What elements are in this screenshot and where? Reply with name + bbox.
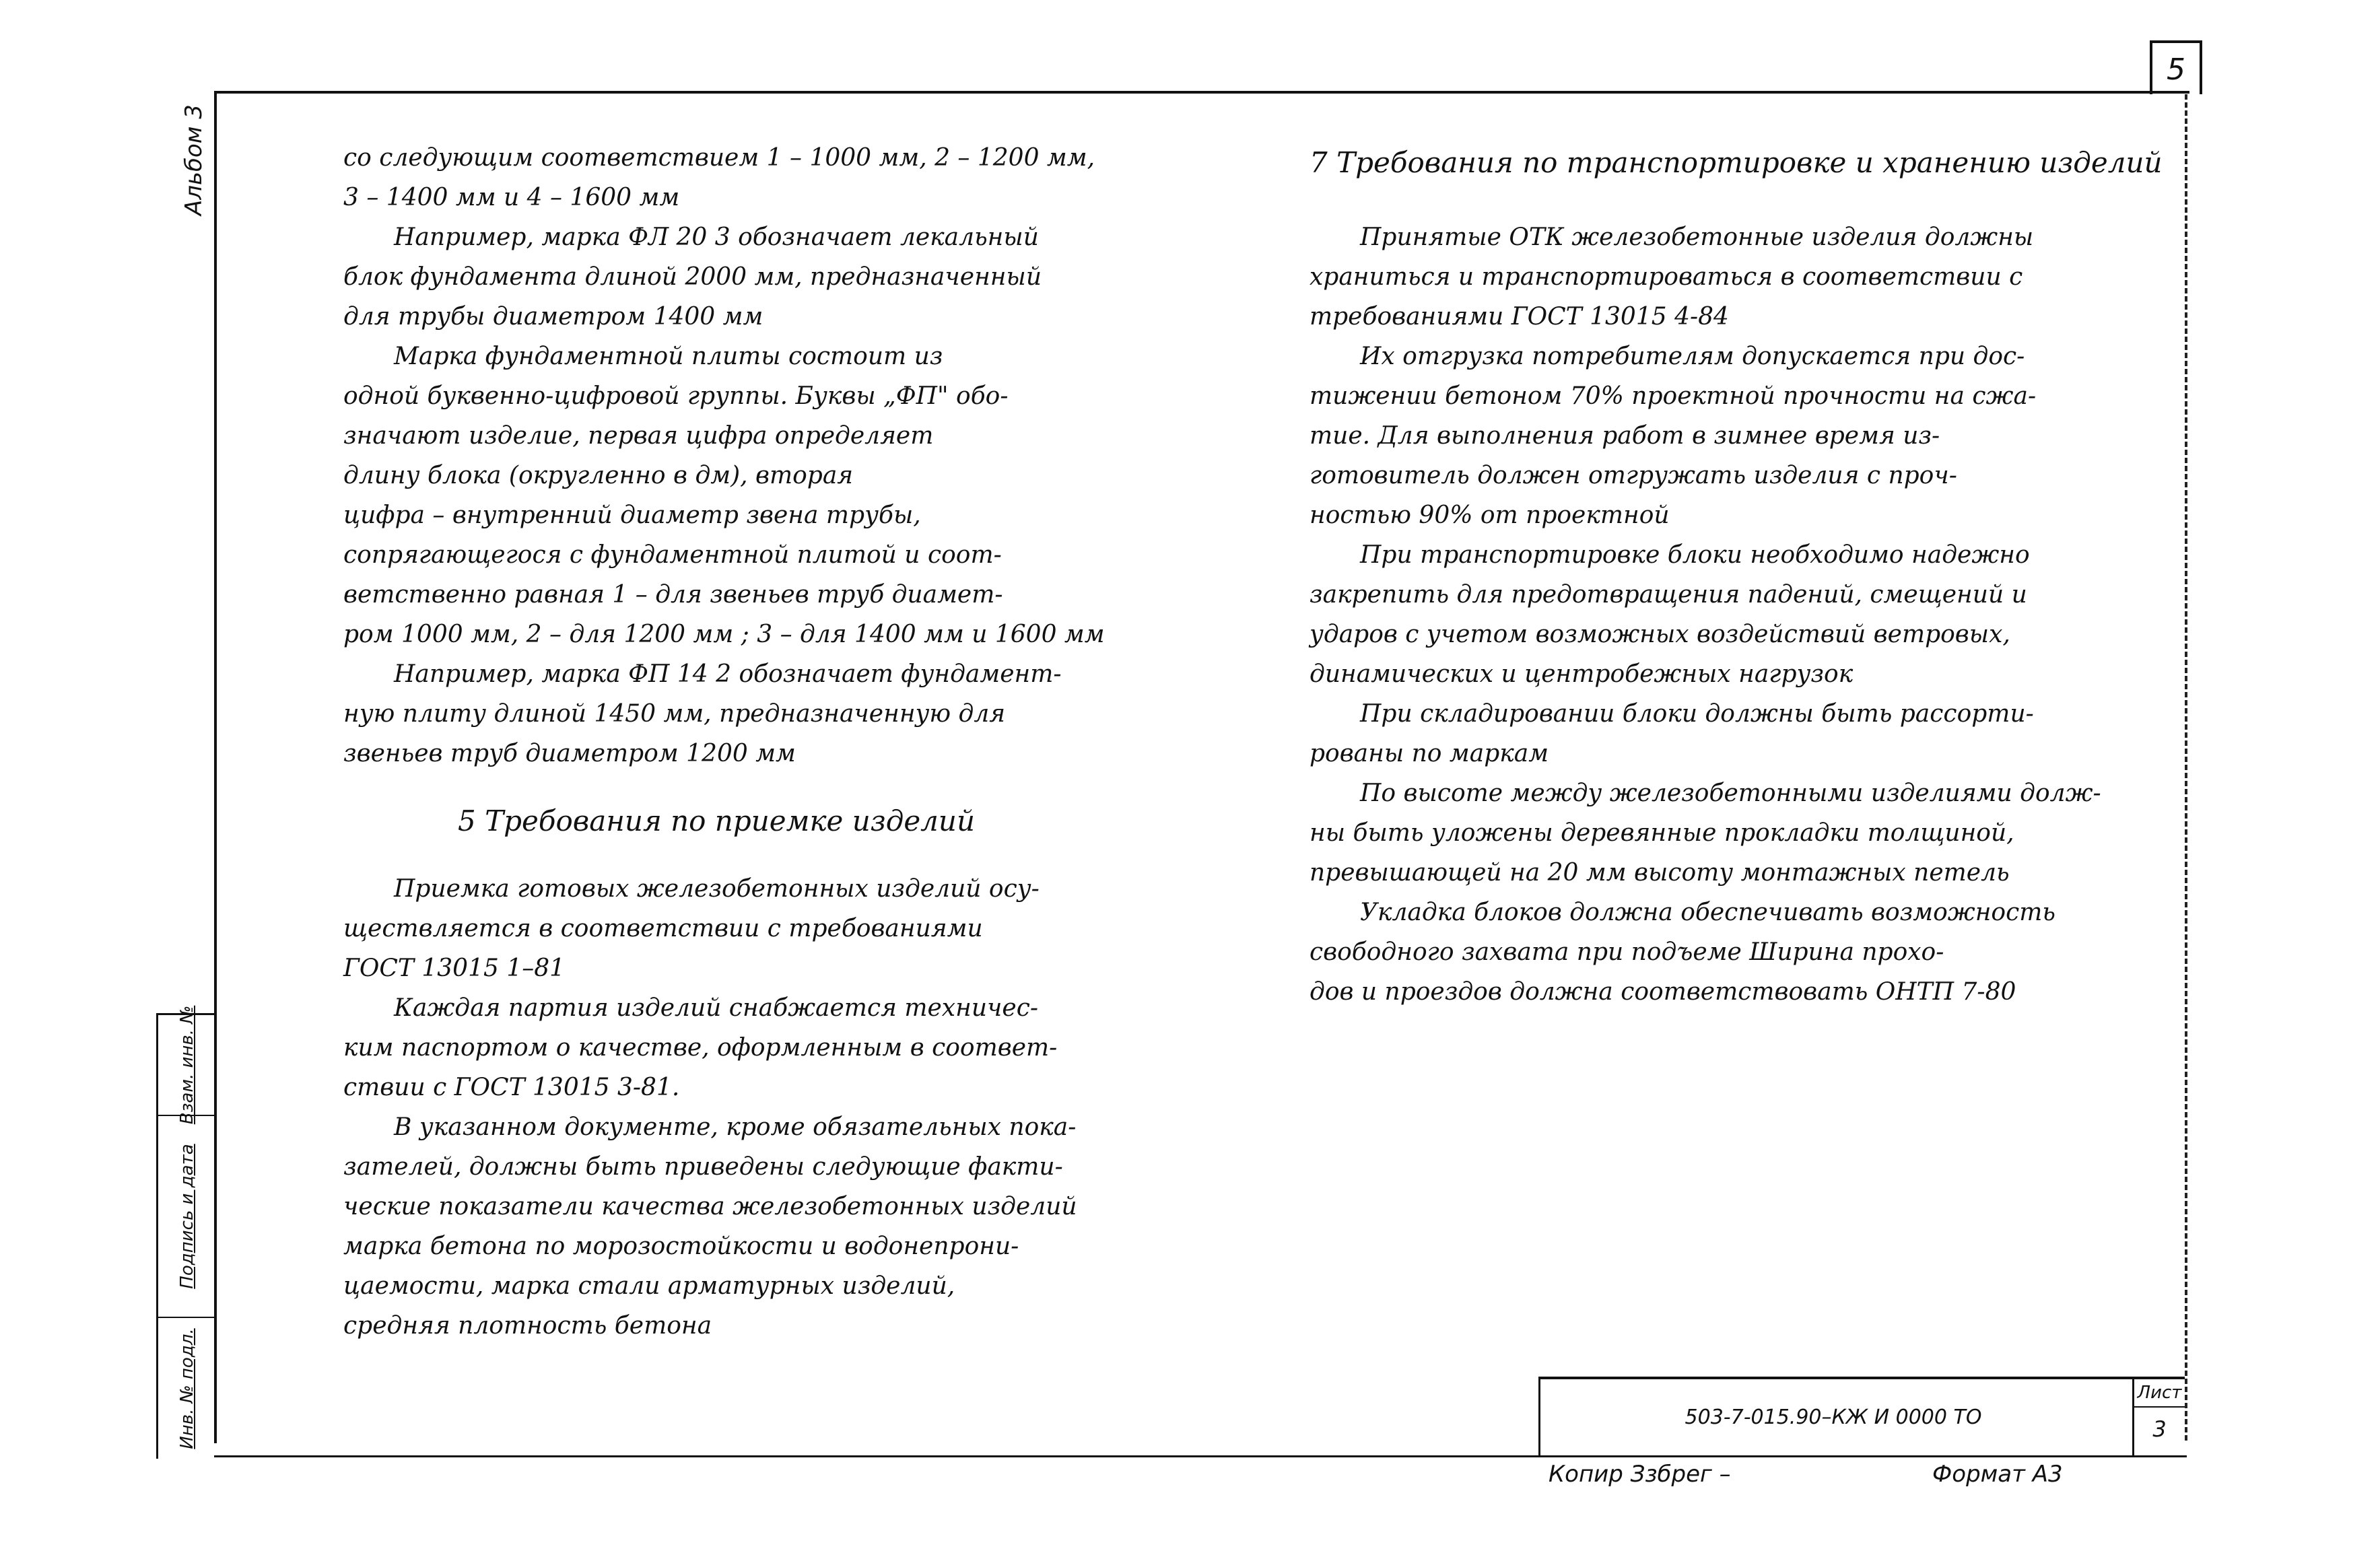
laying-paragraph <box>1310 893 2117 1012</box>
example-paragraph-2 <box>343 654 1185 773</box>
text-line: тижении бетоном 70% проектной прочности на сжа- <box>1310 382 2037 410</box>
margin-cell-inventory <box>158 1318 216 1459</box>
storage-paragraph <box>1310 694 2117 773</box>
text-line: готовитель должен отгружать изделия с проч- <box>1310 462 1957 489</box>
text-line: закрепить для предотвращения падений, смещений и <box>1310 581 2027 609</box>
sheet-number: 3 <box>2152 1416 2167 1442</box>
text-line: средняя плотность бетона <box>343 1312 712 1340</box>
document-code: 503-7-015.90–КЖ И 0000 ТО <box>1685 1406 1982 1429</box>
example-paragraph-1 <box>343 217 1185 337</box>
text-line: значают изделие, первая цифра определяет <box>343 422 934 450</box>
text-line: ветственно равная 1 – для звеньев труб диамет- <box>343 581 1003 609</box>
text-line: ческие показатели качества железобетонных изделий <box>343 1193 1077 1220</box>
page-number: 5 <box>2150 40 2202 94</box>
text-line: цифра – внутренний диаметр звена трубы, <box>343 501 921 529</box>
text-line: 3 – 1400 мм и 4 – 1600 мм <box>343 184 680 211</box>
text-line: ществляется в соответствии с требованиями <box>343 915 983 942</box>
acceptance-paragraph <box>343 869 1185 988</box>
text-line: Принятые ОТК железобетонные изделия должны <box>1360 223 2034 251</box>
album-label: Альбом 3 <box>180 104 207 215</box>
mark-paragraph <box>343 337 1185 654</box>
text-line: зателей, должны быть приведены следующие факти- <box>343 1153 1063 1181</box>
text-line: ударов с учетом возможных воздействий ветровых, <box>1310 621 2010 648</box>
text-line: одной буквенно-цифровой группы. Буквы „ФП" обо- <box>343 382 1009 410</box>
text-line: динамических и центробежных нагрузок <box>1310 660 1854 688</box>
text-line: сопрягающегося с фундаментной плитой и соот- <box>343 541 1002 569</box>
text-line: свободного захвата при подъеме Ширина прохо- <box>1310 938 1944 966</box>
text-line: для трубы диаметром 1400 мм <box>343 303 763 331</box>
text-line: марка бетона по морозостойкости и водонепрони- <box>343 1233 1019 1260</box>
text-line: Например, марка ФП 14 2 обозначает фундамент- <box>394 660 1062 688</box>
text-line: храниться и транспортироваться в соответствии с <box>1310 263 2023 291</box>
text-line: ную плиту длиной 1450 мм, предназначенную для <box>343 700 1006 728</box>
text-line: При складировании блоки должны быть рассорти- <box>1360 700 2034 728</box>
accepted-paragraph <box>1310 217 2117 337</box>
frame-right-edge <box>2185 94 2187 1441</box>
right-text-column <box>1310 138 2163 1012</box>
text-line: длину блока (округленно в дм), вторая <box>343 462 854 489</box>
sheet-cell <box>2132 1379 2185 1455</box>
margin-cell-signature <box>158 1116 216 1318</box>
document-paragraph <box>343 1107 1185 1346</box>
text-line: По высоте между железобетонными изделиями долж- <box>1360 780 2101 807</box>
section-7-heading: 7 Требования по транспортировке и хранению изделий <box>1310 146 2163 179</box>
text-line: Например, марка ФЛ 20 3 обозначает лекальный <box>394 223 1039 251</box>
text-line: В указанном документе, кроме обязательных пока- <box>394 1113 1077 1141</box>
text-line: При транспортировке блоки необходимо надежно <box>1360 541 2030 569</box>
text-line: рованы по маркам <box>1310 740 1549 767</box>
text-line: ностью 90% от проектной <box>1310 501 1670 529</box>
transport-paragraph <box>1310 535 2117 694</box>
margin-label-inventory-no: Инв. № подл. <box>177 1327 197 1449</box>
text-line: требованиями ГОСТ 13015 4-84 <box>1310 303 1729 331</box>
margin-label-replace-inv: Взам. инв. № <box>177 1005 197 1125</box>
frame-bottom-edge <box>214 1455 2187 1457</box>
text-line: ГОСТ 13015 1–81 <box>343 955 566 982</box>
margin-label-signature-date: Подпись и дата <box>177 1144 197 1289</box>
text-line: Каждая партия изделий снабжается техничес- <box>394 994 1039 1022</box>
margin-cell-replace <box>158 1005 216 1125</box>
text-line: ны быть уложены деревянные прокладки толщиной, <box>1310 819 2014 847</box>
height-paragraph <box>1310 773 2117 893</box>
text-line: ствии с ГОСТ 13015 3-81. <box>343 1074 680 1101</box>
title-block <box>1538 1377 2185 1455</box>
margin-stamp-column <box>156 1005 214 1459</box>
copied-by-label: Копир Ззбрег – <box>1549 1461 1731 1488</box>
left-text-column <box>343 138 1185 1346</box>
text-line: Укладка блоков должна обеспечивать возможность <box>1360 899 2055 926</box>
section-5-heading: 5 Требования по приемке изделий <box>458 804 976 837</box>
intro-paragraph <box>343 138 1185 217</box>
text-line: ром 1000 мм, 2 – для 1200 мм ; 3 – для 1400 мм и 1600 мм <box>343 621 1105 648</box>
text-line: звеньев труб диаметром 1200 мм <box>343 740 796 767</box>
shipment-paragraph <box>1310 337 2117 535</box>
text-line: Их отгрузка потребителям допускается при дос- <box>1360 343 2025 370</box>
text-line: блок фундамента длиной 2000 мм, предназначенный <box>343 263 1042 291</box>
text-line: цаемости, марка стали арматурных изделий, <box>343 1272 955 1300</box>
text-line: дов и проездов должна соответствовать ОНТП 7-80 <box>1310 978 2016 1006</box>
text-line: превышающей на 20 мм высоту монтажных петель <box>1310 859 2010 887</box>
text-line: ким паспортом о качестве, оформленным в соответ- <box>343 1034 1058 1062</box>
text-line: Марка фундаментной плиты состоит из <box>394 343 943 370</box>
sheet-label: Лист <box>2134 1379 2185 1408</box>
text-line: со следующим соответствием 1 – 1000 мм, 2 – 1200 мм, <box>343 144 1095 172</box>
text-line: тие. Для выполнения работ в зимнее время из- <box>1310 422 1940 450</box>
batch-paragraph <box>343 988 1185 1107</box>
format-label: Формат А3 <box>1932 1461 2063 1488</box>
text-line: Приемка готовых железобетонных изделий осу- <box>394 875 1040 903</box>
